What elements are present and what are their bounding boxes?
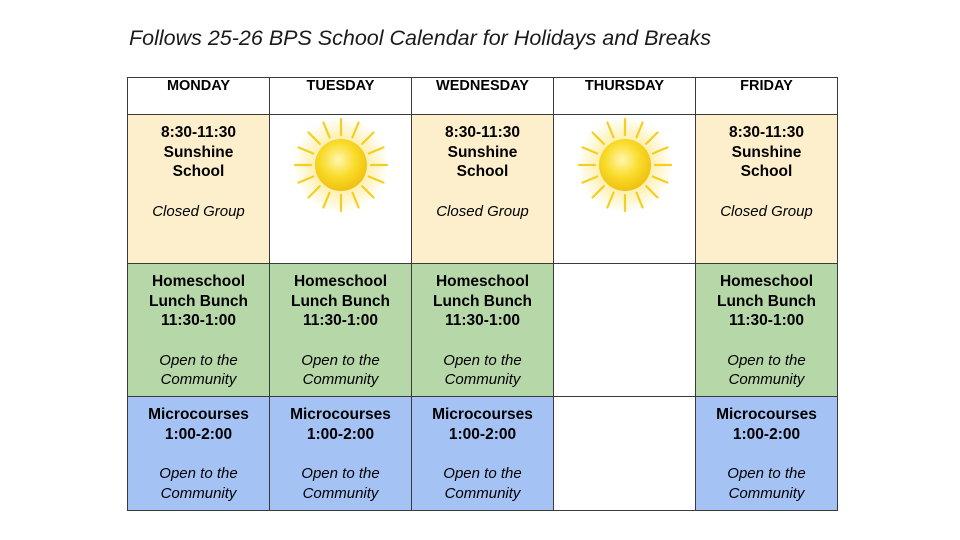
wednesday-micro-cell bbox=[412, 397, 554, 511]
session-note: Open to the bbox=[443, 465, 522, 482]
monday-morning-cell bbox=[128, 115, 270, 264]
page-title: Follows 25-26 BPS School Calendar for Holidays and Breaks bbox=[129, 26, 711, 50]
session-name: Lunch Bunch bbox=[148, 292, 249, 310]
session-note: Open to the bbox=[443, 351, 522, 369]
day-header-friday: FRIDAY bbox=[696, 78, 838, 115]
tuesday-micro-cell bbox=[270, 397, 412, 511]
session-note: Open to the bbox=[727, 465, 806, 482]
session-time: 1:00-2:00 bbox=[732, 425, 801, 443]
sun-icon bbox=[291, 115, 391, 215]
thursday-morning-cell bbox=[554, 115, 696, 264]
morning-row bbox=[128, 115, 838, 264]
session-time: 8:30-11:30 bbox=[161, 124, 236, 141]
session-time: 1:00-2:00 bbox=[306, 425, 375, 443]
weekly-schedule-table bbox=[127, 77, 838, 511]
session-name: School bbox=[172, 163, 225, 180]
day-header-monday: MONDAY bbox=[128, 78, 270, 115]
session-time: 11:30-1:00 bbox=[303, 312, 378, 329]
friday-lunch-cell bbox=[696, 264, 838, 397]
session-time: 8:30-11:30 bbox=[729, 124, 804, 141]
sun-icon bbox=[575, 115, 675, 215]
session-name: Lunch Bunch bbox=[290, 292, 391, 310]
session-name: School bbox=[456, 163, 509, 180]
friday-micro-cell bbox=[696, 397, 838, 511]
wednesday-morning-cell bbox=[412, 115, 554, 264]
session-note: Closed Group bbox=[152, 202, 245, 220]
thursday-micro-cell bbox=[554, 397, 696, 511]
session-time: 1:00-2:00 bbox=[448, 425, 517, 443]
session-name: Sunshine bbox=[447, 143, 518, 161]
tuesday-morning-cell bbox=[270, 115, 412, 264]
session-name: Homeschool bbox=[151, 273, 245, 290]
session-note: Open to the bbox=[159, 465, 238, 482]
session-note: Community bbox=[160, 484, 237, 502]
session-note: Closed Group bbox=[436, 202, 529, 220]
lunch-row bbox=[128, 264, 838, 397]
session-time: 11:30-1:00 bbox=[445, 312, 520, 329]
monday-micro-cell bbox=[128, 397, 270, 511]
thursday-lunch-cell bbox=[554, 264, 696, 397]
session-note: Open to the bbox=[159, 351, 238, 369]
session-note: Community bbox=[728, 371, 805, 388]
session-name: Homeschool bbox=[293, 273, 387, 290]
monday-lunch-cell bbox=[128, 264, 270, 397]
session-note: Open to the bbox=[301, 465, 380, 482]
day-header-tuesday: TUESDAY bbox=[270, 78, 412, 115]
session-name: Sunshine bbox=[163, 143, 234, 161]
session-note: Community bbox=[302, 484, 379, 502]
session-note: Closed Group bbox=[720, 202, 813, 220]
session-time: 11:30-1:00 bbox=[161, 312, 236, 329]
session-note: Community bbox=[160, 371, 237, 388]
day-header-thursday: THURSDAY bbox=[554, 78, 696, 115]
session-name: Lunch Bunch bbox=[716, 292, 817, 310]
session-name: Homeschool bbox=[435, 273, 529, 290]
session-name: Microcourses bbox=[148, 406, 249, 423]
session-note: Open to the bbox=[727, 351, 806, 369]
microcourses-row bbox=[128, 397, 838, 511]
session-name: Lunch Bunch bbox=[432, 292, 533, 310]
session-name: Homeschool bbox=[719, 273, 813, 290]
session-name: School bbox=[740, 163, 793, 180]
tuesday-lunch-cell bbox=[270, 264, 412, 397]
friday-morning-cell bbox=[696, 115, 838, 264]
day-header-wednesday: WEDNESDAY bbox=[412, 78, 554, 115]
session-time: 1:00-2:00 bbox=[164, 425, 233, 443]
header-row bbox=[128, 78, 838, 115]
session-note: Community bbox=[302, 371, 379, 388]
session-time: 8:30-11:30 bbox=[445, 124, 520, 141]
session-time: 11:30-1:00 bbox=[729, 312, 804, 329]
session-note: Open to the bbox=[301, 351, 380, 369]
session-note: Community bbox=[444, 371, 521, 388]
session-note: Community bbox=[444, 484, 521, 502]
session-name: Sunshine bbox=[731, 143, 802, 161]
session-name: Microcourses bbox=[290, 406, 391, 423]
session-name: Microcourses bbox=[432, 406, 533, 423]
wednesday-lunch-cell bbox=[412, 264, 554, 397]
session-name: Microcourses bbox=[716, 406, 817, 423]
session-note: Community bbox=[728, 484, 805, 502]
